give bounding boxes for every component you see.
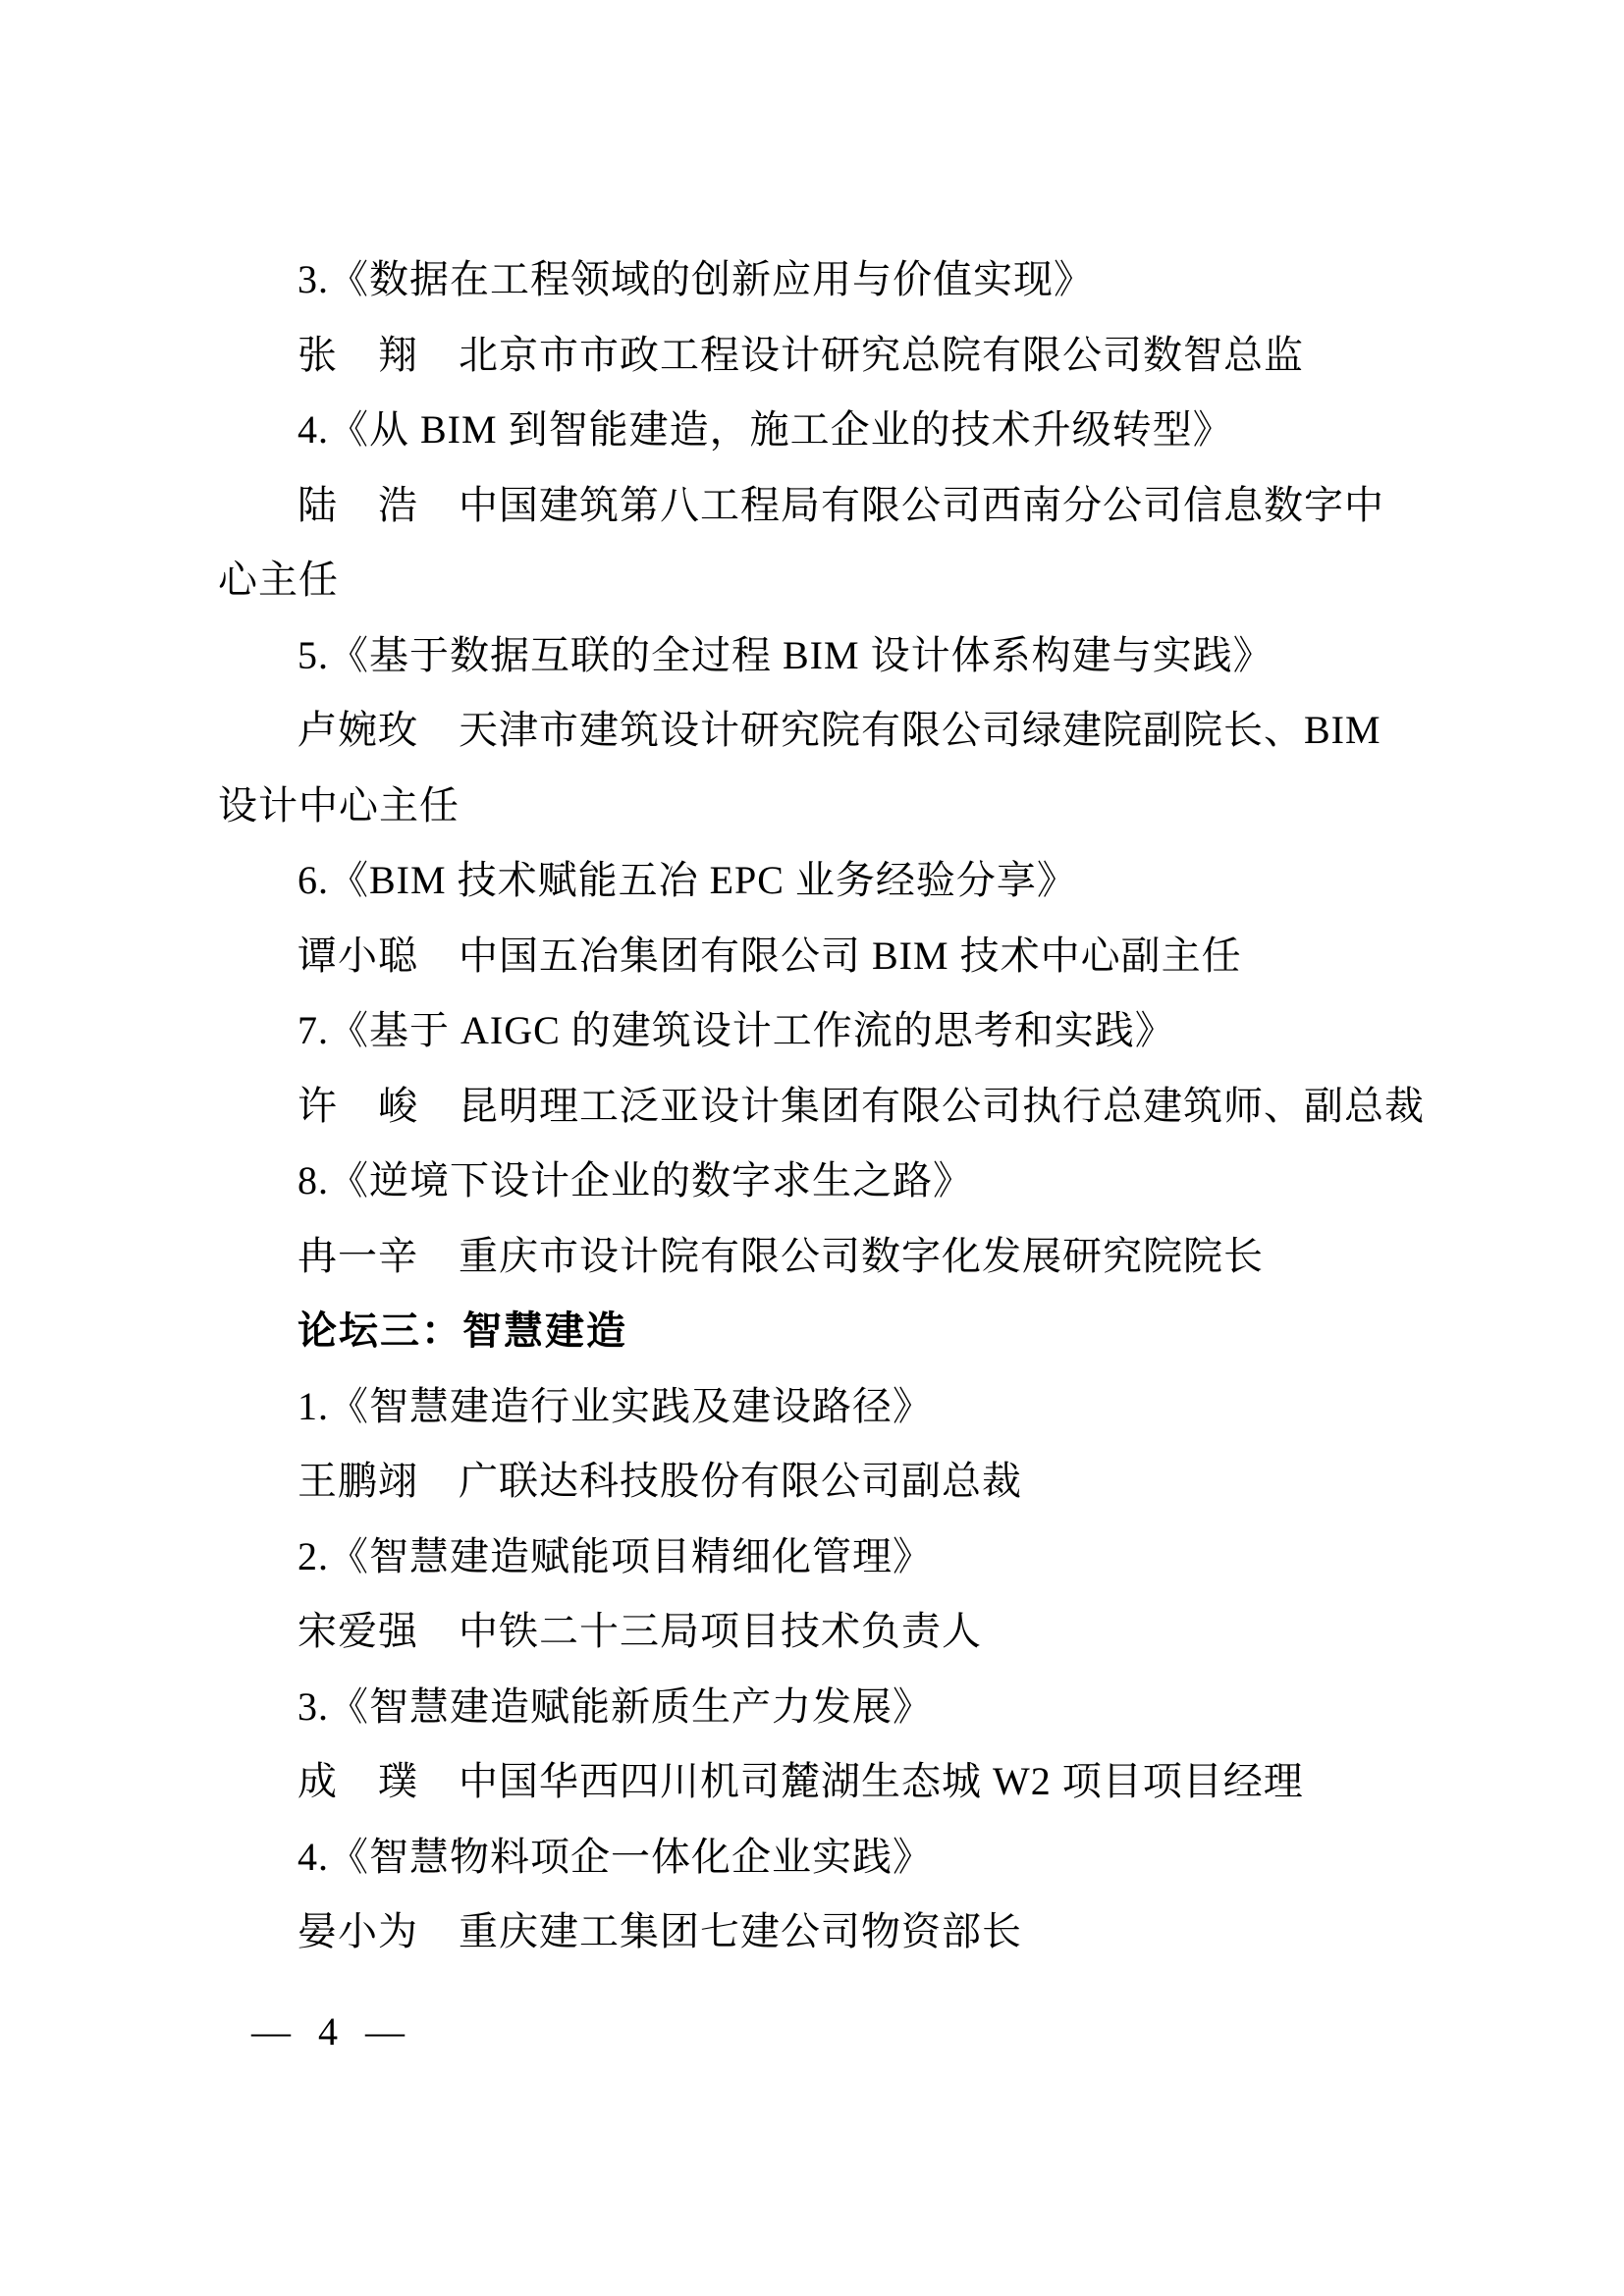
talk-title-line: 5.《基于数据互联的全过程 BIM 设计体系构建与实践》	[298, 632, 1273, 677]
speaker-line: 卢婉玫 天津市建筑设计研究院有限公司绿建院副院长、BIM	[298, 708, 1381, 752]
speaker-line: 晏小为 重庆建工集团七建公司物资部长	[298, 1909, 1022, 1953]
speaker-title-continuation-line: 心主任	[218, 558, 339, 602]
talk-title-line: 2.《智慧建造赋能项目精细化管理》	[298, 1533, 933, 1578]
talk-title-line: 4.《从 BIM 到智能建造，施工企业的技术升级转型》	[298, 407, 1233, 452]
speaker-line: 冉一辛 重庆市设计院有限公司数字化发展研究院院长	[298, 1233, 1264, 1278]
talk-title-line: 3.《智慧建造赋能新质生产力发展》	[298, 1683, 933, 1729]
talk-title-line: 7.《基于 AIGC 的建筑设计工作流的思考和实践》	[298, 1008, 1175, 1052]
forum-section-heading: 论坛三：智慧建造	[298, 1309, 627, 1353]
talk-title-line: 4.《智慧物料项企一体化企业实践》	[298, 1834, 933, 1879]
talk-title-line: 3.《数据在工程领域的创新应用与价值实现》	[298, 257, 1094, 301]
speaker-line: 张 翔 北京市市政工程设计研究总院有限公司数智总监	[298, 332, 1304, 377]
speaker-line: 成 璞 中国华西四川机司麓湖生态城 W2 项目项目经理	[298, 1759, 1304, 1803]
speaker-title-continuation-line: 设计中心主任	[218, 782, 460, 828]
speaker-line: 谭小聪 中国五冶集团有限公司 BIM 技术中心副主任	[298, 933, 1242, 978]
document-body	[218, 242, 1475, 1970]
talk-title-line: 6.《BIM 技术赋能五冶 EPC 业务经验分享》	[298, 858, 1077, 902]
speaker-line: 王鹏翊 广联达科技股份有限公司副总裁	[298, 1459, 1022, 1503]
speaker-line: 宋爱强 中铁二十三局项目技术负责人	[298, 1609, 982, 1653]
talk-title-line: 1.《智慧建造行业实践及建设路径》	[298, 1383, 933, 1428]
speaker-line: 许 峻 昆明理工泛亚设计集团有限公司执行总建筑师、副总裁	[298, 1083, 1425, 1128]
speaker-line: 陆 浩 中国建筑第八工程局有限公司西南分公司信息数字中	[298, 482, 1384, 527]
talk-title-line: 8.《逆境下设计企业的数字求生之路》	[298, 1158, 973, 1202]
page-number: — 4 —	[251, 2009, 413, 2054]
